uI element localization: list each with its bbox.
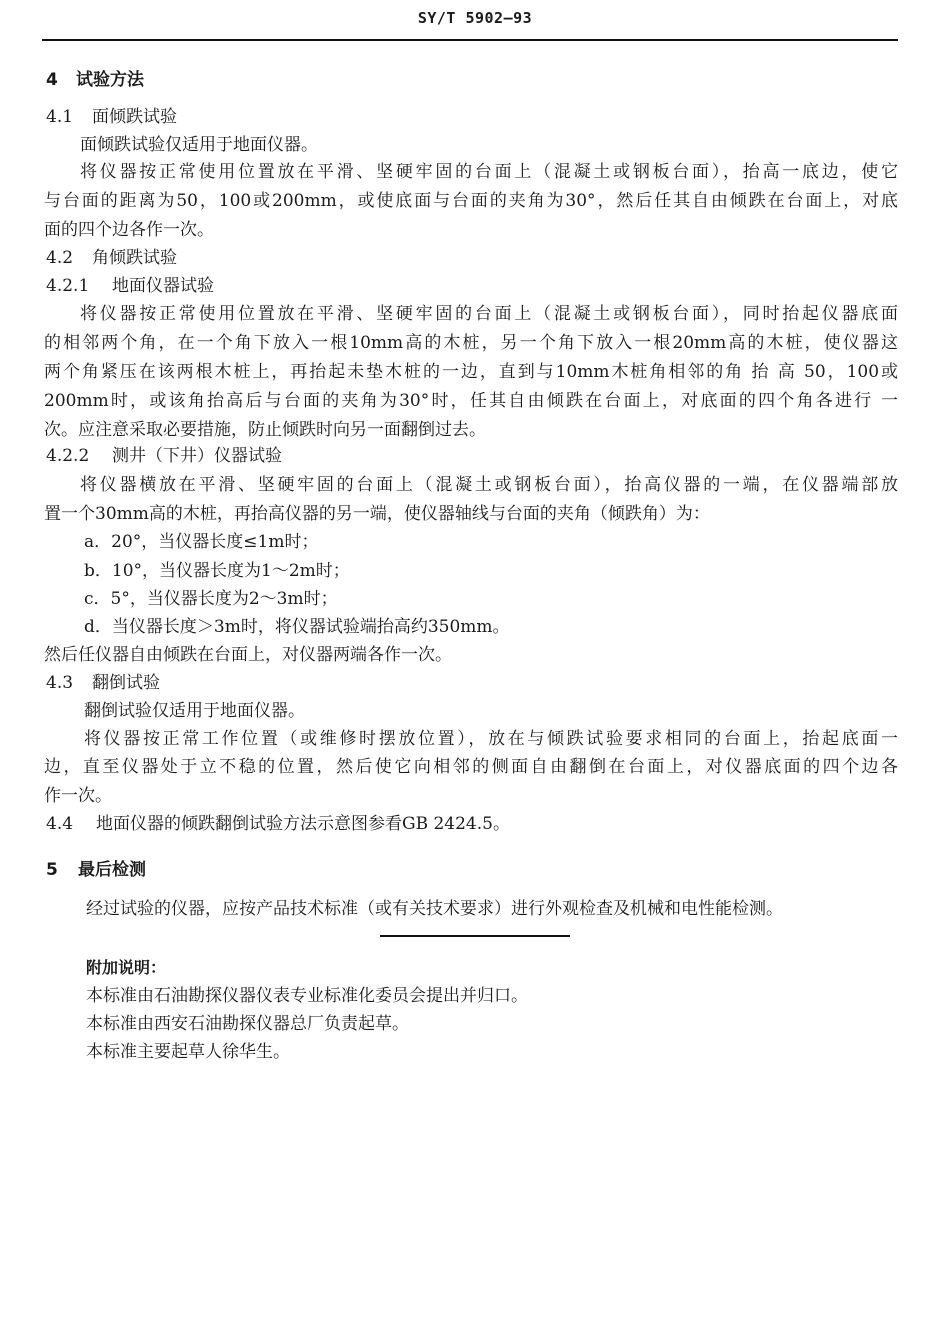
end-divider <box>380 935 570 937</box>
list-item: b．10°，当仪器长度为1～2m时； <box>84 561 350 581</box>
paragraph-line: 边，直至仪器处于立不稳的位置，然后使它向相邻的侧面自由翻倒在台面上，对仪器底面的四个边各 <box>44 757 898 777</box>
subsection-title: 测井（下井）仪器试验 <box>112 446 282 466</box>
notes-title: 附加说明： <box>86 958 167 977</box>
paragraph: 经过试验的仪器，应按产品技术标准（或有关技术要求）进行外观检查及机械和电性能检测。 <box>86 899 783 919</box>
subsection-number: 4.2 <box>46 248 74 268</box>
paragraph-line: 200mm时，或该角抬高后与台面的夹角为30°时，任其自由倾跌在台面上，对底面的四个角各进行 一 <box>44 391 898 411</box>
notes-line: 本标准由西安石油勘探仪器总厂负责起草。 <box>86 1014 409 1034</box>
subsection-number: 4.1 <box>46 107 74 127</box>
subsection-4-3-heading <box>46 673 160 693</box>
list-item: c．5°，当仪器长度为2～3m时； <box>84 589 338 609</box>
paragraph-line: 的相邻两个角，在一个角下放入一根10mm高的木桩，另一个角下放入一根20mm高的木桩，使仪器这 <box>44 333 898 353</box>
paragraph-line: 次。应注意采取必要措施，防止倾跌时向另一面翻倒过去。 <box>44 420 486 440</box>
subsection-title: 翻倒试验 <box>92 673 160 693</box>
paragraph-line: 置一个30mm高的木桩，再抬高仪器的另一端，使仪器轴线与台面的夹角（倾跌角）为： <box>44 504 710 524</box>
paragraph-line: 将仪器按正常工作位置（或维修时摆放位置），放在与倾跌试验要求相同的台面上，抬起底面一 <box>84 729 898 749</box>
list-item: d．当仪器长度＞3m时，将仪器试验端抬高约350mm。 <box>84 617 510 637</box>
standard-code: SY/T 5902—93 <box>417 9 533 27</box>
paragraph: 翻倒试验仅适用于地面仪器。 <box>84 701 305 721</box>
section-number: 4 <box>46 70 58 90</box>
subsection-title: 地面仪器试验 <box>112 276 214 296</box>
paragraph-line: 与台面的距离为50，100或200mm，或使底面与台面的夹角为30°，然后任其自由倾跌在台面上，对底 <box>44 191 898 211</box>
paragraph-line: 作一次。 <box>44 786 112 806</box>
section-title: 最后检测 <box>78 860 146 880</box>
section-5-heading <box>46 860 146 880</box>
section-4-heading <box>46 70 144 90</box>
paragraph-line: 将仪器按正常使用位置放在平滑、坚硬牢固的台面上（混凝土或钢板台面），抬高一底边，使它 <box>80 162 898 182</box>
subsection-4-2-1-heading <box>46 276 214 296</box>
paragraph-line: 将仪器横放在平滑、坚硬牢固的台面上（混凝土或钢板台面），抬高仪器的一端，在仪器端部放 <box>80 475 898 495</box>
subsection-4-2-heading <box>46 248 177 268</box>
paragraph: 面倾跌试验仅适用于地面仪器。 <box>80 135 318 155</box>
subsection-4-2-2-heading <box>46 446 282 466</box>
paragraph-line: 两个角紧压在该两根木桩上，再抬起未垫木桩的一边，直到与10mm木桩角相邻的角 抬 高 50，100或 <box>44 362 898 382</box>
subsection-number: 4.3 <box>46 673 74 693</box>
subsection-title: 角倾跌试验 <box>92 248 177 268</box>
list-item: a．20°，当仪器长度≤1m时； <box>84 532 319 552</box>
subsection-title: 面倾跌试验 <box>92 107 177 127</box>
paragraph-line: 面的四个边各作一次。 <box>44 220 214 240</box>
subsection-number: 4.2.1 <box>46 276 90 296</box>
subsection-number: 4.2.2 <box>46 446 90 466</box>
paragraph-line: 然后任仪器自由倾跌在台面上，对仪器两端各作一次。 <box>44 645 452 665</box>
subsection-text: 地面仪器的倾跌翻倒试验方法示意图参看GB 2424.5。 <box>96 814 510 834</box>
header-divider <box>42 39 898 41</box>
subsection-4-1-heading <box>46 107 177 127</box>
notes-line: 本标准由石油勘探仪器仪表专业标准化委员会提出并归口。 <box>86 986 528 1006</box>
subsection-4-4 <box>46 814 510 834</box>
paragraph-line: 将仪器按正常使用位置放在平滑、坚硬牢固的台面上（混凝土或钢板台面），同时抬起仪器底面 <box>80 304 898 324</box>
section-number: 5 <box>46 860 58 880</box>
subsection-number: 4.4 <box>46 814 74 834</box>
notes-line: 本标准主要起草人徐华生。 <box>86 1042 290 1062</box>
section-title: 试验方法 <box>76 70 144 90</box>
